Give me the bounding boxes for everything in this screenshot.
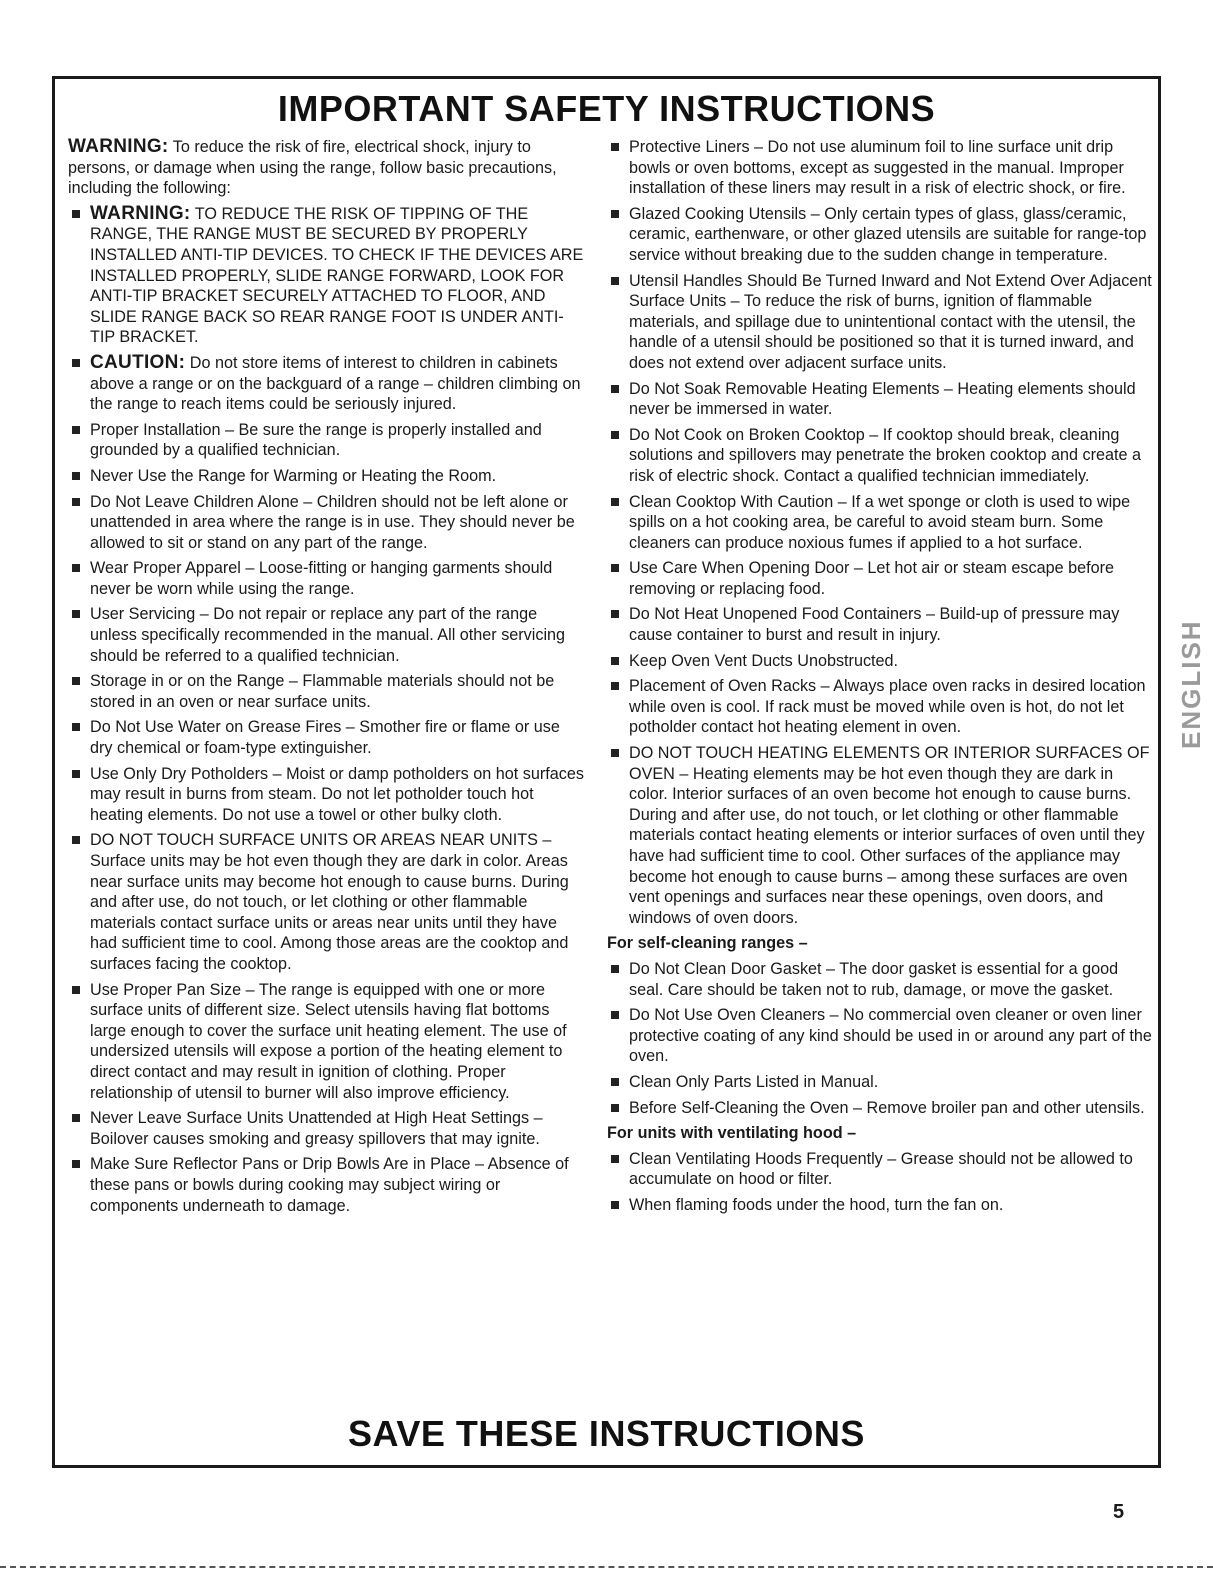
bullet-icon [611,657,619,665]
list-item [68,980,586,1104]
item-text: Do Not Cook on Broken Cooktop – If cooktop should break, cleaning solutions and spillovers may penetrate the broken cooktop and create a risk of electric shock. Contact a qualified technician immediately. [629,425,1142,485]
item-text: Before Self-Cleaning the Oven – Remove broiler pan and other utensils. [629,1098,1145,1117]
list-item [607,425,1155,487]
item-text: Do Not Soak Removable Heating Elements – Heating elements should never be immersed in water. [629,379,1136,419]
intro-warning-label: WARNING: [68,136,169,157]
item-text: Clean Ventilating Hoods Frequently – Grease should not be allowed to accumulate on hood or filter. [629,1149,1133,1189]
item-text: Do Not Leave Children Alone – Children should not be left alone or unattended in area where the range is in use. They should never be allowed to sit or stand on any part of the range. [90,492,575,552]
list-item [68,717,586,758]
list-item [68,492,586,554]
bullet-icon [72,426,80,434]
safety-box [52,76,1161,1468]
item-text: Placement of Oven Racks – Always place oven racks in desired location while oven is cool. If rack must be moved while oven is hot, do not let potholder contact hot heating element in oven. [629,677,1146,737]
intro-paragraph [68,137,586,199]
left-column [68,137,586,1221]
bullet-icon [72,498,80,506]
list-item [68,420,586,461]
page-title: IMPORTANT SAFETY INSTRUCTIONS [277,88,936,129]
item-text: Do Not Use Oven Cleaners – No commercial oven cleaner or oven liner protective coating of any kind should be used in or around any part of the oven. [629,1006,1152,1066]
bullet-icon [611,610,619,618]
bullet-icon [611,564,619,572]
bullet-icon [611,682,619,690]
item-text: When flaming foods under the hood, turn the fan on. [629,1195,1004,1214]
bullet-icon [611,385,619,393]
list-item [68,558,586,599]
intro-text: To reduce the risk of fire, electrical shock, injury to persons, or damage when using the range, follow basic precautions, including the following: [68,138,557,198]
list-item [68,353,586,415]
item-text: Use Care When Opening Door – Let hot air or steam escape before removing or replacing food. [629,559,1114,598]
item-text: Protective Liners – Do not use aluminum foil to line surface unit drip bowls or oven bottoms, except as suggested in the manual. Improper installation of these liners may result in a risk of electric shock, or fire. [629,138,1126,198]
list-item [607,204,1155,266]
bullet-icon [611,1201,619,1209]
item-text: Do not store items of interest to children in cabinets above a range or on the backguard of a range – children climbing on the range to reach items could be seriously injured. [90,353,581,414]
bullet-icon [72,610,80,618]
right-list [607,137,1155,928]
save-instructions-title: SAVE THESE INSTRUCTIONS [348,1413,865,1454]
hood-list [607,1149,1155,1216]
bullet-icon [611,210,619,218]
bullet-icon [72,986,80,994]
self-cleaning-list [607,959,1155,1118]
list-item [607,137,1155,199]
item-text: Use Only Dry Potholders – Moist or damp potholders on hot surfaces may result in burns from steam. Do not let potholder touch hot heating elements. Do not use a towel or other bulky cloth. [90,764,584,824]
item-text: Do Not Clean Door Gasket – The door gasket is essential for a good seal. Care should be taken not to rub, damage, or move the gasket. [629,959,1119,999]
bullet-icon [72,564,80,572]
bullet-icon [72,677,80,685]
bullet-icon [611,277,619,285]
item-text: Make Sure Reflector Pans or Drip Bowls Are in Place – Absence of these pans or bowls during cooking may subject wiring or components underneath to damage. [90,1155,569,1215]
bullet-icon [72,359,80,367]
list-item [68,466,586,487]
item-text: Proper Installation – Be sure the range is properly installed and grounded by a qualified technician. [90,420,542,460]
right-column [607,137,1155,1221]
list-item [68,1108,586,1149]
item-text: DO NOT TOUCH SURFACE UNITS OR AREAS NEAR UNITS – Surface units may be hot even though they are dark in color. Areas near surface units may become hot enough to cause burns. During and after use, do not touch, or let clothing or other flammable materials contact surface units or areas near units until they have had sufficient time to cool. Among those areas are the cooktop and surfaces facing the cooktop. [90,831,569,973]
bullet-icon [611,431,619,439]
list-item [607,1098,1155,1119]
item-label: WARNING: [90,202,191,224]
list-item [68,604,586,666]
item-text: Utensil Handles Should Be Turned Inward and Not Extend Over Adjacent Surface Units – To reduce the risk of burns, ignition of flammable materials, and spillage due to unintentional contact with the utensil, the handle of a utensil should be positioned so that it is turned inward, and does not extend over adjacent surface units. [629,271,1152,372]
language-tab: ENGLISH [1176,619,1206,749]
bullet-icon [72,770,80,778]
list-item [607,1149,1155,1190]
list-item [68,764,586,826]
list-item [607,651,1155,672]
list-item [68,204,586,348]
bullet-icon [72,1114,80,1122]
item-text: Clean Cooktop With Caution – If a wet sponge or cloth is used to wipe spills on a hot cooking area, be careful to avoid steam burn. Some cleaners can produce noxious fumes if applied to a hot surface. [629,492,1131,552]
list-item [607,743,1155,928]
item-text: Keep Oven Vent Ducts Unobstructed. [629,651,899,670]
item-text: Storage in or on the Range – Flammable materials should not be stored in an oven or near surface units. [90,672,555,711]
list-item [607,1005,1155,1067]
hood-heading: For units with ventilating hood – [607,1124,857,1143]
item-text: Clean Only Parts Listed in Manual. [629,1072,879,1091]
bullet-icon [611,143,619,151]
item-label: CAUTION: [90,351,186,373]
item-text: Never Leave Surface Units Unattended at High Heat Settings – Boilover causes smoking and greasy spillovers that may ignite. [90,1109,543,1148]
bullet-icon [611,498,619,506]
item-text: User Servicing – Do not repair or replace any part of the range unless specifically recommended in the manual. All other servicing should be referred to a qualified technician. [90,605,566,665]
bullet-icon [611,749,619,757]
list-item [607,959,1155,1000]
list-item [68,1154,586,1216]
item-text: Never Use the Range for Warming or Heating the Room. [90,466,497,485]
list-item [607,604,1155,645]
list-item [607,1072,1155,1093]
list-item [607,379,1155,420]
item-text: Do Not Use Water on Grease Fires – Smother fire or flame or use dry chemical or foam-type extinguisher. [90,718,560,758]
bullet-icon [611,1155,619,1163]
item-text: Wear Proper Apparel – Loose-fitting or hanging garments should never be worn while using the range. [90,559,553,598]
list-item [607,1195,1155,1216]
bullet-icon [72,1160,80,1168]
bullet-icon [611,1011,619,1019]
left-list [68,204,586,1216]
bullet-icon [72,472,80,480]
list-item [607,492,1155,554]
item-text: Use Proper Pan Size – The range is equipped with one or more surface units of different size. Select utensils having flat bottoms large enough to cover the surface unit heating element. The use of undersized utensils will expose a portion of the heating element to direct contact and may result in ignition of clothing. Proper relationship of utensil to burner will also improve efficiency. [90,980,567,1102]
item-text: Do Not Heat Unopened Food Containers – Build-up of pressure may cause container to burst and result in injury. [629,605,1120,645]
list-item [607,676,1155,738]
item-text: Glazed Cooking Utensils – Only certain types of glass, glass/ceramic, ceramic, earthenware, or other glazed utensils are suitable for range-top service without breaking due to the sudden change in temperature. [629,204,1147,264]
bullet-icon [72,210,80,218]
page-bottom-rule [0,1566,1213,1568]
list-item [68,671,586,712]
bullet-icon [72,723,80,731]
list-item [68,830,586,974]
self-cleaning-heading: For self-cleaning ranges – [607,934,808,953]
bullet-icon [611,965,619,973]
list-item [607,271,1155,374]
list-item [607,558,1155,599]
page-number: 5 [1113,1501,1125,1523]
item-text: TO REDUCE THE RISK OF TIPPING OF THE RANGE, THE RANGE MUST BE SECURED BY PROPERLY INSTALLED ANTI-TIP DEVICES. TO CHECK IF THE DEVICES ARE INSTALLED PROPERLY, SLIDE RANGE FORWARD, LOOK FOR ANTI-TIP BRACKET SECURELY ATTACHED TO FLOOR, AND SLIDE RANGE BACK SO REAR RANGE FOOT IS UNDER ANTI-TIP BRACKET. [90,204,584,347]
bullet-icon [72,836,80,844]
bullet-icon [611,1078,619,1086]
bullet-icon [611,1104,619,1112]
item-text: DO NOT TOUCH HEATING ELEMENTS OR INTERIOR SURFACES OF OVEN – Heating elements may be hot even though they are dark in color. Interior surfaces of an oven become hot enough to cause burns. During and after use, do not touch, or let clothing or other flammable materials contact heating elements or interior surfaces of oven until they have had sufficient time to cool. Other surfaces of the appliance may become hot enough to cause burns – among these surfaces are oven vent openings and surfaces near these openings, oven doors, and windows of oven doors. [629,744,1150,927]
